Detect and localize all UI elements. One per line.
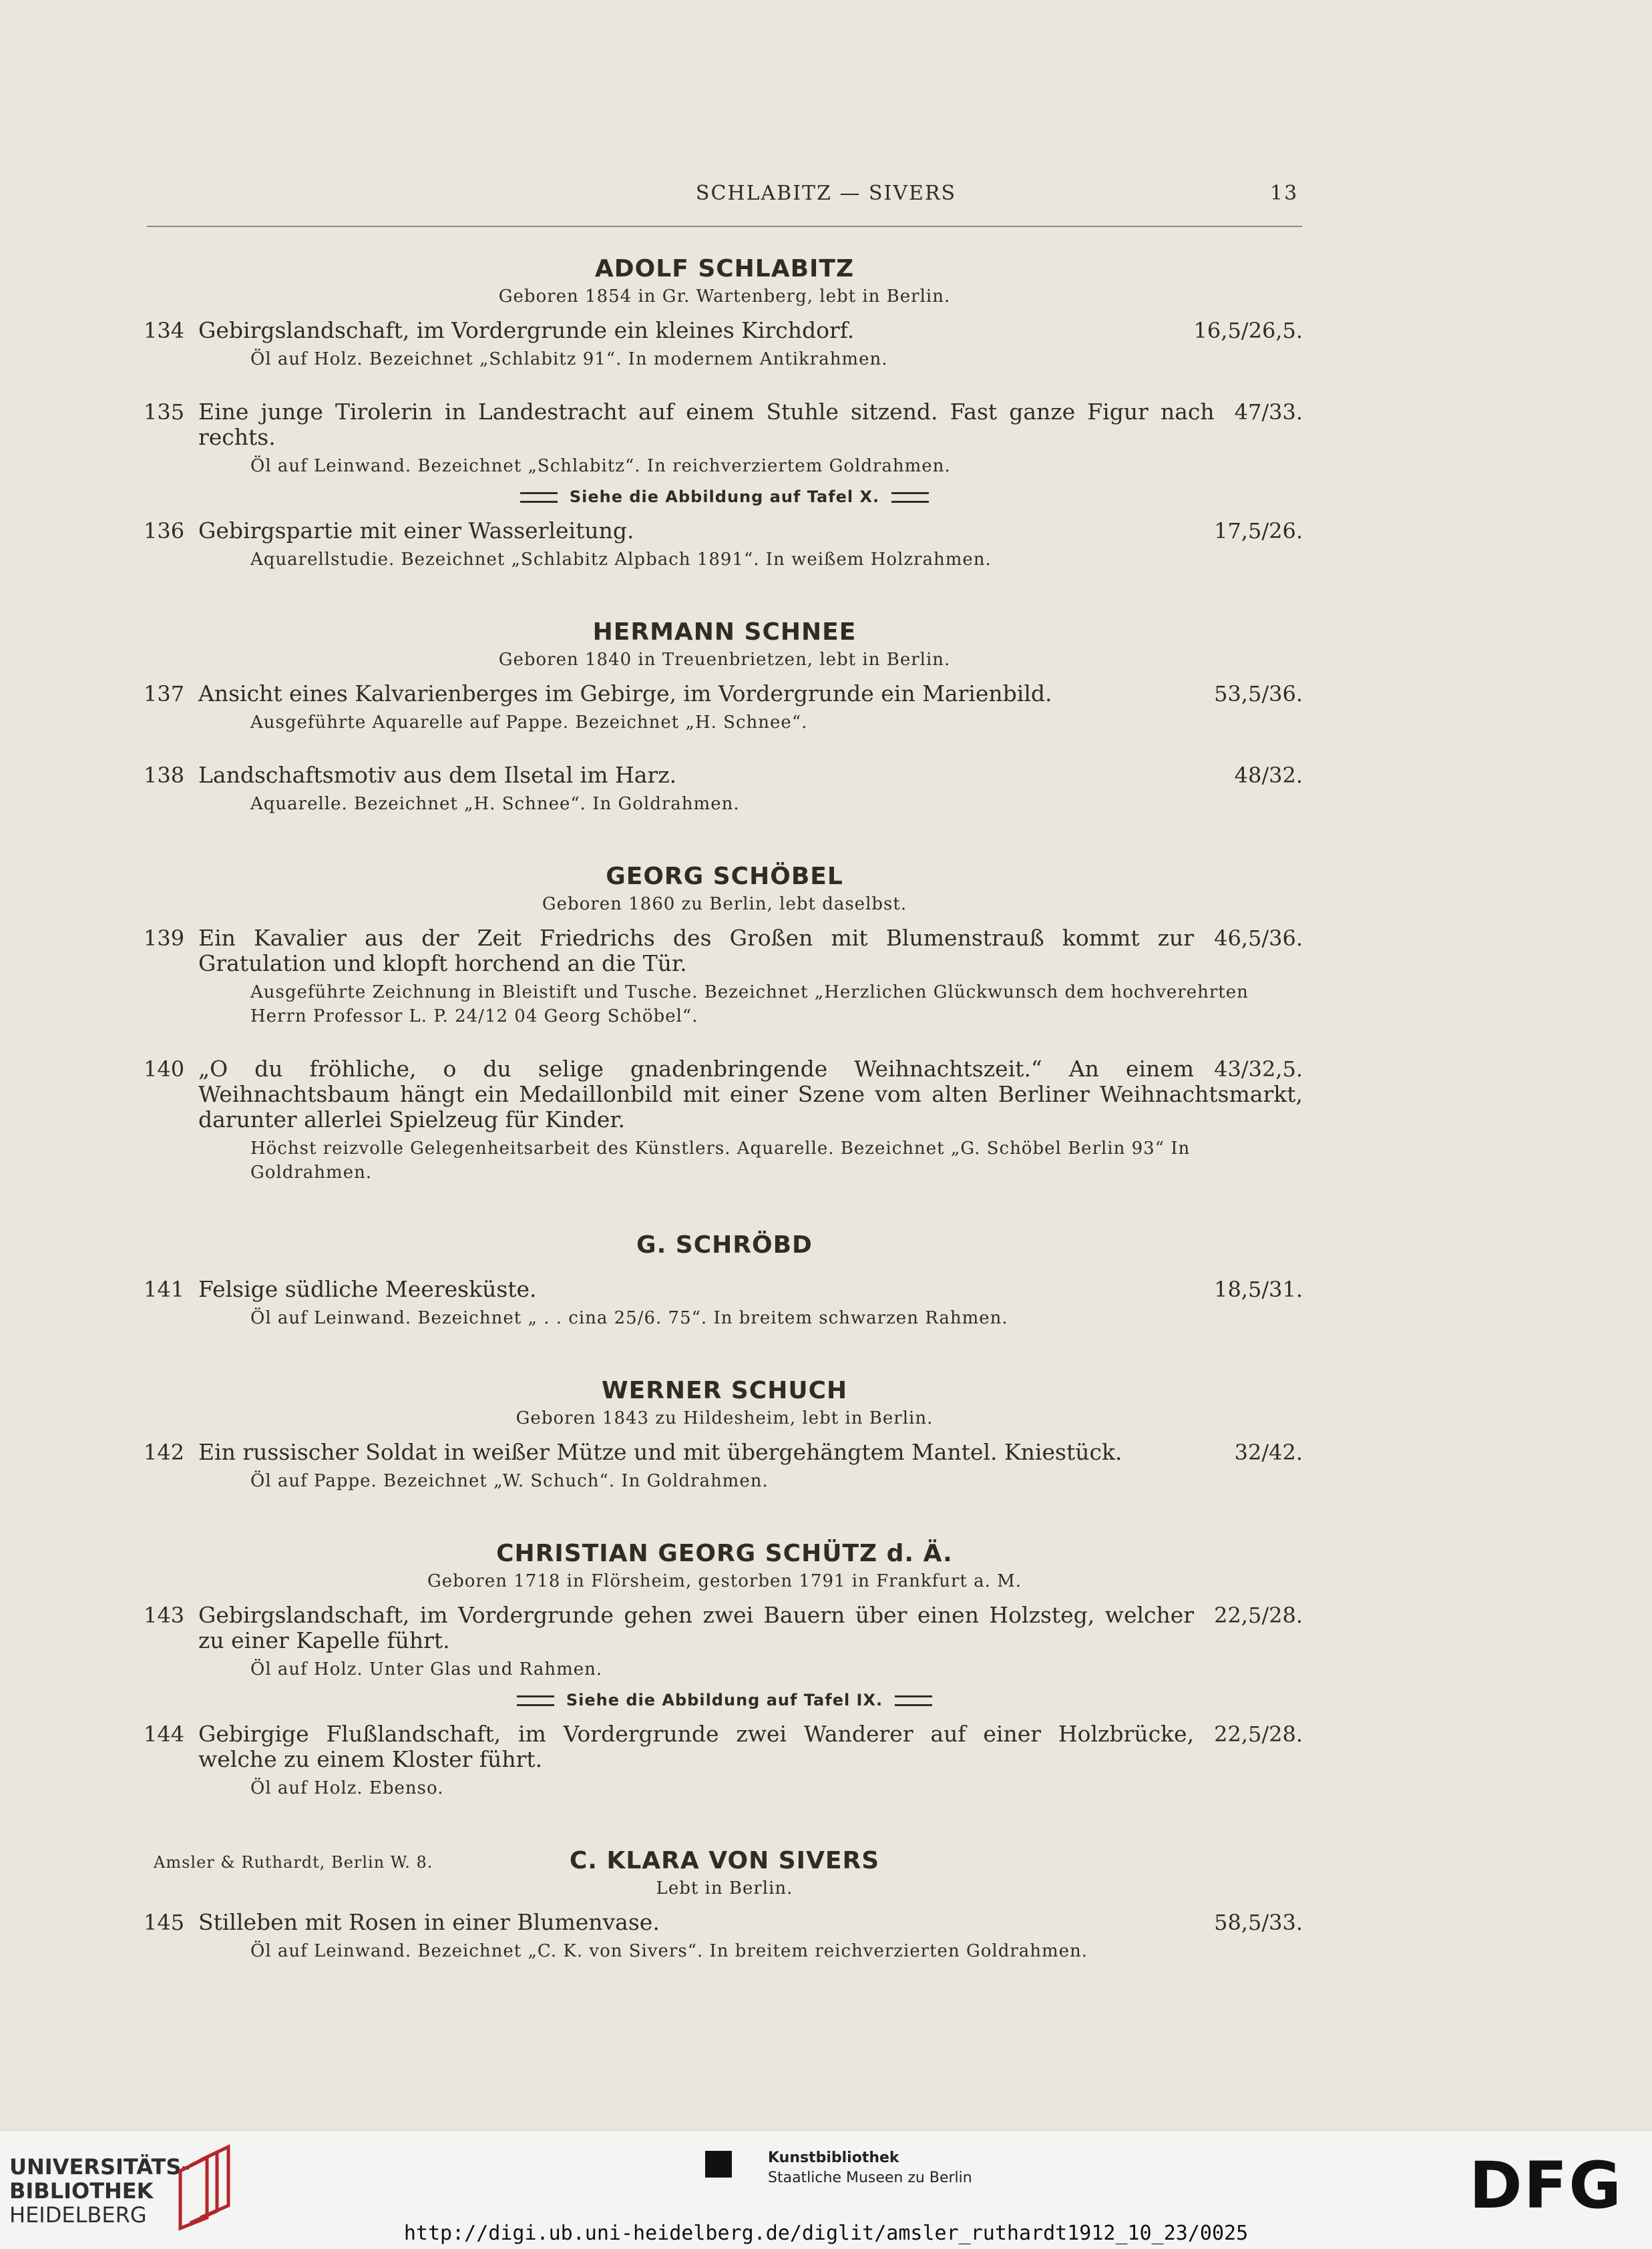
lot-number: 140	[144, 1056, 185, 1082]
catalog-entry	[144, 1056, 1305, 1185]
entry-title: Gebirgslandschaft, im Vordergrunde gehen zwei Bauern über einen Holzsteg, welcher zu einer Kapelle führt.	[198, 1602, 1195, 1653]
plate-reference	[144, 1691, 1305, 1709]
dimensions: 16,5/26,5.	[1193, 318, 1303, 343]
kb-line-2: Staatliche Museen zu Berlin	[768, 2170, 972, 2186]
catalog-entry	[144, 1277, 1305, 1330]
dimensions: 58,5/33.	[1214, 1910, 1303, 1935]
entry-title-block	[198, 763, 1305, 788]
dimensions: 46,5/36.	[1214, 926, 1303, 951]
lot-number: 138	[144, 763, 185, 788]
artist-heading: CHRISTIAN GEORG SCHÜTZ d. Ä.	[496, 1540, 953, 1567]
kunstbibliothek-wordmark[interactable]	[768, 2148, 972, 2188]
entry-description: Öl auf Leinwand. Bezeichnet „C. K. von Sivers“. In breitem reichverzierten Goldrahmen.	[250, 1941, 1088, 1961]
lot-number: 142	[144, 1440, 185, 1465]
dimensions: 48/32.	[1234, 763, 1303, 788]
double-rule-right	[895, 1695, 932, 1706]
entry-description: Höchst reizvolle Gelegenheitsarbeit des Künstlers. Aquarelle. Bezeichnet „G. Schöbel Berlin 93“ In Goldrahmen.	[250, 1139, 1191, 1183]
lot-number: 139	[144, 926, 185, 951]
digitization-footer	[0, 2130, 1652, 2249]
ub-line-3: HEIDELBERG	[9, 2202, 147, 2228]
lot-number: 144	[144, 1721, 185, 1747]
artist-bio: Geboren 1860 zu Berlin, lebt daselbst.	[542, 894, 907, 914]
entry-title: Gebirgige Flußlandschaft, im Vordergrunde zwei Wanderer auf einer Holzbrücke, welche zu einem Kloster führt.	[198, 1721, 1195, 1772]
plate-reference	[144, 487, 1305, 506]
entry-title-block	[198, 1277, 1305, 1302]
dimensions: 43/32,5.	[1214, 1056, 1303, 1082]
double-rule-left	[517, 1695, 554, 1706]
lot-number: 141	[144, 1277, 185, 1302]
entry-title: Ansicht eines Kalvarienberges im Gebirge, im Vordergrunde ein Marienbild.	[198, 680, 1052, 706]
plate-reference-text: Siehe die Abbildung auf Tafel IX.	[566, 1691, 883, 1709]
entry-title-block	[198, 1910, 1305, 1935]
entry-description: Öl auf Pappe. Bezeichnet „W. Schuch“. In Goldrahmen.	[250, 1471, 769, 1491]
artist-bio: Geboren 1840 in Treuenbrietzen, lebt in Berlin.	[498, 650, 951, 670]
entry-description: Ausgeführte Zeichnung in Bleistift und Tusche. Bezeichnet „Herzlichen Glückwunsch dem hochverehrten Herrn Professor L. P. 24/12 04 Georg Schöbel“.	[250, 982, 1249, 1026]
dimensions: 22,5/28.	[1214, 1721, 1303, 1747]
plate-reference-text: Siehe die Abbildung auf Tafel X.	[569, 487, 880, 506]
ub-heidelberg-logo-icon[interactable]	[167, 2144, 234, 2231]
entry-description: Öl auf Leinwand. Bezeichnet „Schlabitz“. In reichverziertem Goldrahmen.	[250, 456, 951, 476]
entry-description: Aquarellstudie. Bezeichnet „Schlabitz Alpbach 1891“. In weißem Holzrahmen.	[250, 550, 992, 570]
lot-number: 135	[144, 399, 185, 425]
kb-line-1: Kunstbibliothek	[768, 2150, 899, 2166]
entry-title-block	[198, 1056, 1305, 1133]
dimensions: 47/33.	[1234, 399, 1303, 425]
entry-title: Landschaftsmotiv aus dem Ilsetal im Harz.	[198, 762, 677, 788]
artist-bio: Geboren 1843 zu Hildesheim, lebt in Berlin.	[515, 1408, 934, 1428]
entry-title: „O du fröhliche, o du selige gnadenbringende Weihnachtszeit.“ An einem Weihnachtsbaum hängt ein Medaillonbild mit einer Szene vom alten Berliner Weihnachtsmarkt, darunter allerlei Spielzeug für Kinder.	[198, 1056, 1303, 1133]
entry-title: Gebirgslandschaft, im Vordergrunde ein kleines Kirchdorf.	[198, 317, 855, 343]
artist-bio: Geboren 1718 in Flörsheim, gestorben 1791 in Frankfurt a. M.	[427, 1571, 1022, 1591]
ub-line-2: BIBLIOTHEK	[9, 2178, 154, 2204]
catalog-entry	[144, 1721, 1305, 1800]
lot-number: 145	[144, 1910, 185, 1935]
catalog-entry	[144, 1910, 1305, 1963]
kunstbibliothek-logo-icon[interactable]	[705, 2151, 732, 2178]
entry-description: Ausgeführte Aquarelle auf Pappe. Bezeichnet „H. Schnee“.	[250, 712, 808, 733]
ub-heidelberg-wordmark[interactable]	[9, 2155, 190, 2227]
dimensions: 53,5/36.	[1214, 681, 1303, 706]
entry-title-block	[198, 399, 1305, 450]
entry-title: Felsige südliche Meeresküste.	[198, 1276, 537, 1302]
entry-title-block	[198, 1440, 1305, 1465]
entry-description: Aquarelle. Bezeichnet „H. Schnee“. In Goldrahmen.	[250, 794, 740, 814]
artist-heading: HERMANN SCHNEE	[592, 618, 857, 646]
lot-number: 134	[144, 318, 185, 343]
permalink-url[interactable]: http://digi.ub.uni-heidelberg.de/diglit/amsler_ruthardt1912_10_23/0025	[403, 2222, 1249, 2245]
lot-number: 143	[144, 1603, 185, 1628]
entry-title: Ein russischer Soldat in weißer Mütze und mit übergehängtem Mantel. Kniestück.	[198, 1439, 1122, 1465]
running-head	[0, 182, 1652, 205]
ub-line-1: UNIVERSITÄTS-	[9, 2154, 190, 2180]
entry-title-block	[198, 1721, 1305, 1772]
artist-bio: Lebt in Berlin.	[656, 1878, 793, 1898]
lot-number: 136	[144, 518, 185, 544]
page-number: 13	[1270, 182, 1299, 205]
entry-title-block	[198, 318, 1305, 343]
entry-title: Ein Kavalier aus der Zeit Friedrichs des Großen mit Blumenstrauß kommt zur Gratulation und klopft horchend an die Tür.	[198, 925, 1195, 976]
entry-description: Öl auf Holz. Bezeichnet „Schlabitz 91“. In modernem Antikrahmen.	[250, 349, 888, 369]
catalog-entry	[144, 518, 1305, 572]
artist-heading: GEORG SCHÖBEL	[606, 863, 843, 890]
running-title: SCHLABITZ — SIVERS	[695, 182, 957, 205]
entry-title: Gebirgspartie mit einer Wasserleitung.	[198, 518, 634, 544]
artist-heading: ADOLF SCHLABITZ	[594, 255, 855, 282]
entry-title-block	[198, 1603, 1305, 1653]
catalog-content	[144, 254, 1305, 1982]
lot-number: 137	[144, 681, 185, 706]
catalog-entry	[144, 681, 1305, 735]
catalog-entry	[144, 763, 1305, 816]
artist-bio: Geboren 1854 in Gr. Wartenberg, lebt in Berlin.	[498, 286, 951, 306]
double-rule-right	[891, 492, 929, 503]
catalog-entry	[144, 1603, 1305, 1681]
entry-description: Öl auf Holz. Ebenso.	[250, 1778, 444, 1798]
dimensions: 17,5/26.	[1214, 518, 1303, 544]
entry-title: Stilleben mit Rosen in einer Blumenvase.	[198, 1909, 660, 1935]
artist-heading: WERNER SCHUCH	[601, 1377, 848, 1404]
header-rule	[147, 226, 1302, 227]
dfg-logo[interactable]: DFG	[1469, 2148, 1623, 2223]
dimensions: 32/42.	[1234, 1440, 1303, 1465]
artist-heading: C. KLARA VON SIVERS	[569, 1847, 880, 1874]
entry-title: Eine junge Tirolerin in Landestracht auf einem Stuhle sitzend. Fast ganze Figur nach rechts.	[198, 399, 1215, 450]
double-rule-left	[520, 492, 558, 503]
dimensions: 18,5/31.	[1214, 1277, 1303, 1302]
entry-title-block	[198, 681, 1305, 706]
dimensions: 22,5/28.	[1214, 1603, 1303, 1628]
entry-title-block	[198, 926, 1305, 976]
entry-description: Öl auf Holz. Unter Glas und Rahmen.	[250, 1659, 603, 1679]
catalog-entry	[144, 318, 1305, 371]
imprint: Amsler & Ruthardt, Berlin W. 8.	[154, 1853, 433, 1872]
catalog-entry	[144, 926, 1305, 1028]
entry-title-block	[198, 518, 1305, 544]
catalog-entry	[144, 399, 1305, 478]
catalog-entry	[144, 1440, 1305, 1493]
artist-heading: G. SCHRÖBD	[636, 1231, 813, 1259]
entry-description: Öl auf Leinwand. Bezeichnet „ . . cina 25/6. 75“. In breitem schwarzen Rahmen.	[250, 1308, 1008, 1328]
